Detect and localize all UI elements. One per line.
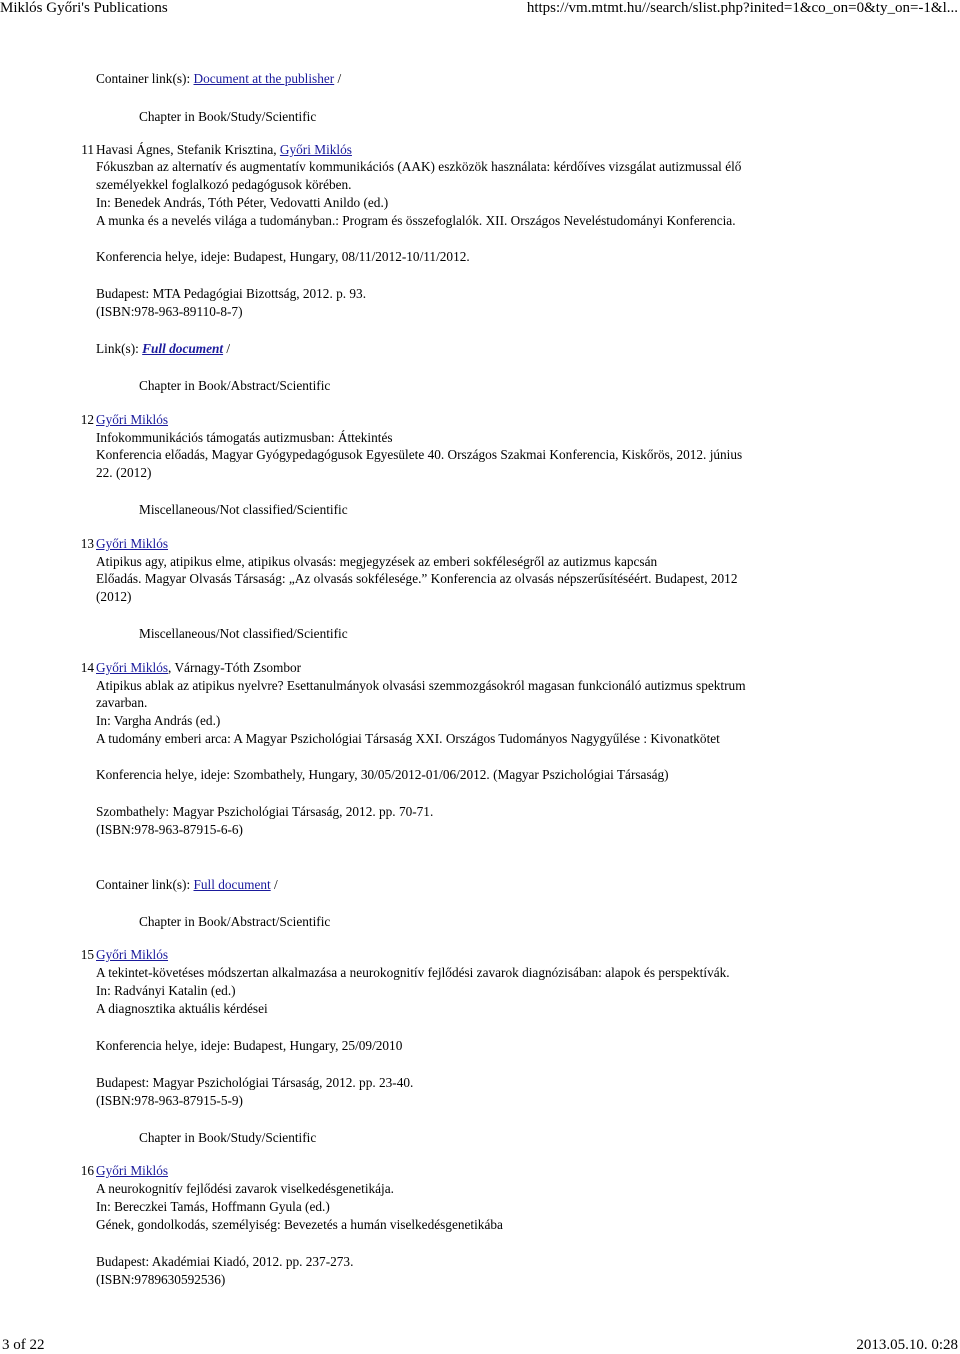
entry-links-label: Link(s): (96, 341, 143, 356)
page-counter: 3 of 22 (2, 1337, 45, 1353)
entry-details-line: (2012) (96, 589, 132, 604)
entry-title-line: zavarban. (96, 695, 148, 710)
entry-authors (96, 535, 168, 552)
entry-book-title: A tudomány emberi arca: A Magyar Pszichológiai Társaság XXI. Országos Tudományos Nagygyűlése : Kivonatkötet (96, 731, 720, 746)
full-document-link[interactable]: Full document (193, 877, 271, 892)
entry-isbn: (ISBN:9789630592536) (96, 1272, 226, 1287)
entry-editors: In: Vargha András (ed.) (96, 713, 221, 728)
entry-number: 13 (80, 536, 94, 551)
entry-links-suffix: / (223, 341, 231, 356)
entry-title-line: Atipikus ablak az atipikus nyelvre? Esettanulmányok olvasási szemmozgásokról magasan funkcionáló autizmus spektrum (96, 678, 746, 693)
entry-book-title: A munka és a nevelés világa a tudományban.: Program és összefoglalók. XII. Országos Neveléstudományi Konferencia. (96, 213, 736, 228)
entry-book-title: Gének, gondolkodás, személyiség: Bevezetés a humán viselkedésgenetikába (96, 1217, 503, 1232)
entry-number: 11 (81, 142, 94, 157)
print-timestamp: 2013.05.10. 0:28 (856, 1337, 958, 1353)
entry-authors (96, 659, 301, 676)
entry-links (96, 340, 230, 357)
page-title: Miklós Győri's Publications (0, 0, 168, 16)
container-links-suffix: / (270, 877, 278, 892)
container-links (96, 876, 278, 893)
entry-coauthors: Havasi Ágnes, Stefanik Krisztina, (96, 142, 280, 157)
entry-authors (96, 1162, 168, 1179)
entry-number: 16 (80, 1163, 94, 1178)
author-link[interactable]: Győri Miklós (96, 1163, 169, 1178)
author-link[interactable]: Győri Miklós (279, 142, 352, 157)
container-links-suffix: / (334, 71, 342, 86)
entry-title-line: személyekkel foglalkozó pedagógusok körében. (96, 177, 352, 192)
entry-book-title: A diagnosztika aktuális kérdései (96, 1001, 268, 1016)
entry-conference: Konferencia helye, ideje: Budapest, Hungary, 25/09/2010 (96, 1038, 403, 1053)
entry-number: 15 (80, 947, 94, 962)
entry-conference: Konferencia helye, ideje: Budapest, Hungary, 08/11/2012-10/11/2012. (96, 249, 470, 264)
entry-category: Chapter in Book/Study/Scientific (139, 1130, 317, 1145)
entry-details-line: 22. (2012) (96, 465, 152, 480)
entry-number: 12 (80, 412, 94, 427)
entry-publisher: Szombathely: Magyar Pszichológiai Társaság, 2012. pp. 70-71. (96, 804, 434, 819)
author-link[interactable]: Győri Miklós (96, 536, 169, 551)
entry-publisher: Budapest: Akadémiai Kiadó, 2012. pp. 237-273. (96, 1254, 354, 1269)
entry-title: A neurokognitív fejlődési zavarok viselkedésgenetikája. (96, 1181, 394, 1196)
entry-category: Chapter in Book/Abstract/Scientific (139, 378, 331, 393)
entry-publisher: Budapest: MTA Pedagógiai Bizottság, 2012. p. 93. (96, 286, 367, 301)
document-at-publisher-link[interactable]: Document at the publisher (193, 71, 335, 86)
author-link[interactable]: Győri Miklós (96, 660, 169, 675)
entry-category: Miscellaneous/Not classified/Scientific (139, 626, 348, 641)
entry-conference: Konferencia helye, ideje: Szombathely, Hungary, 30/05/2012-01/06/2012. (Magyar Pszichológiai Társaság) (96, 767, 669, 782)
entry-title-line: Fókuszban az alternatív és augmentatív kommunikációs (AAK) eszközök használata: kérdőíves vizsgálat autizmussal élő (96, 159, 742, 174)
entry-details-line: Konferencia előadás, Magyar Gyógypedagógusok Egyesülete 40. Országos Szakmai Konferencia, Kiskőrös, 2012. június (96, 447, 743, 462)
entry-title: Infokommunikációs támogatás autizmusban: Áttekintés (96, 430, 393, 445)
entry-isbn: (ISBN:978-963-87915-5-9) (96, 1093, 243, 1108)
entry-editors: In: Bereczkei Tamás, Hoffmann Gyula (ed.) (96, 1199, 330, 1214)
entry-isbn: (ISBN:978-963-89110-8-7) (96, 304, 243, 319)
author-link[interactable]: Győri Miklós (96, 947, 169, 962)
author-link[interactable]: Győri Miklós (96, 412, 169, 427)
entry-title: Atipikus agy, atipikus elme, atipikus olvasás: megjegyzések az emberi sokféleségről az autizmus kapcsán (96, 554, 658, 569)
entry-coauthors: , Várnagy-Tóth Zsombor (168, 660, 302, 675)
entry-category: Chapter in Book/Study/Scientific (139, 109, 317, 124)
container-links-label: Container link(s): (96, 71, 194, 86)
entry-authors (96, 411, 168, 428)
entry-editors: In: Radványi Katalin (ed.) (96, 983, 236, 998)
entry-title: A tekintet-követéses módszertan alkalmazása a neurokognitív fejlődési zavarok diagnózisában: alapok és perspektívák. (96, 965, 730, 980)
container-links (96, 70, 341, 87)
entry-number: 14 (80, 660, 94, 675)
full-document-link[interactable]: Full document (142, 341, 224, 356)
entry-authors (96, 141, 352, 158)
entry-authors (96, 946, 168, 963)
entry-category: Miscellaneous/Not classified/Scientific (139, 502, 348, 517)
entry-details-line: Előadás. Magyar Olvasás Társaság: „Az olvasás sokfélesége.” Konferencia az olvasás népszerűsítéséért. Budapest, 2012 (96, 571, 738, 586)
container-links-label: Container link(s): (96, 877, 194, 892)
entry-publisher: Budapest: Magyar Pszichológiai Társaság, 2012. pp. 23-40. (96, 1075, 414, 1090)
entry-isbn: (ISBN:978-963-87915-6-6) (96, 822, 243, 837)
entry-category: Chapter in Book/Abstract/Scientific (139, 914, 331, 929)
page-url: https://vm.mtmt.hu//search/slist.php?inited=1&co_on=0&ty_on=-1&l... (526, 0, 958, 16)
entry-editors: In: Benedek András, Tóth Péter, Vedovatti Anildo (ed.) (96, 195, 389, 210)
